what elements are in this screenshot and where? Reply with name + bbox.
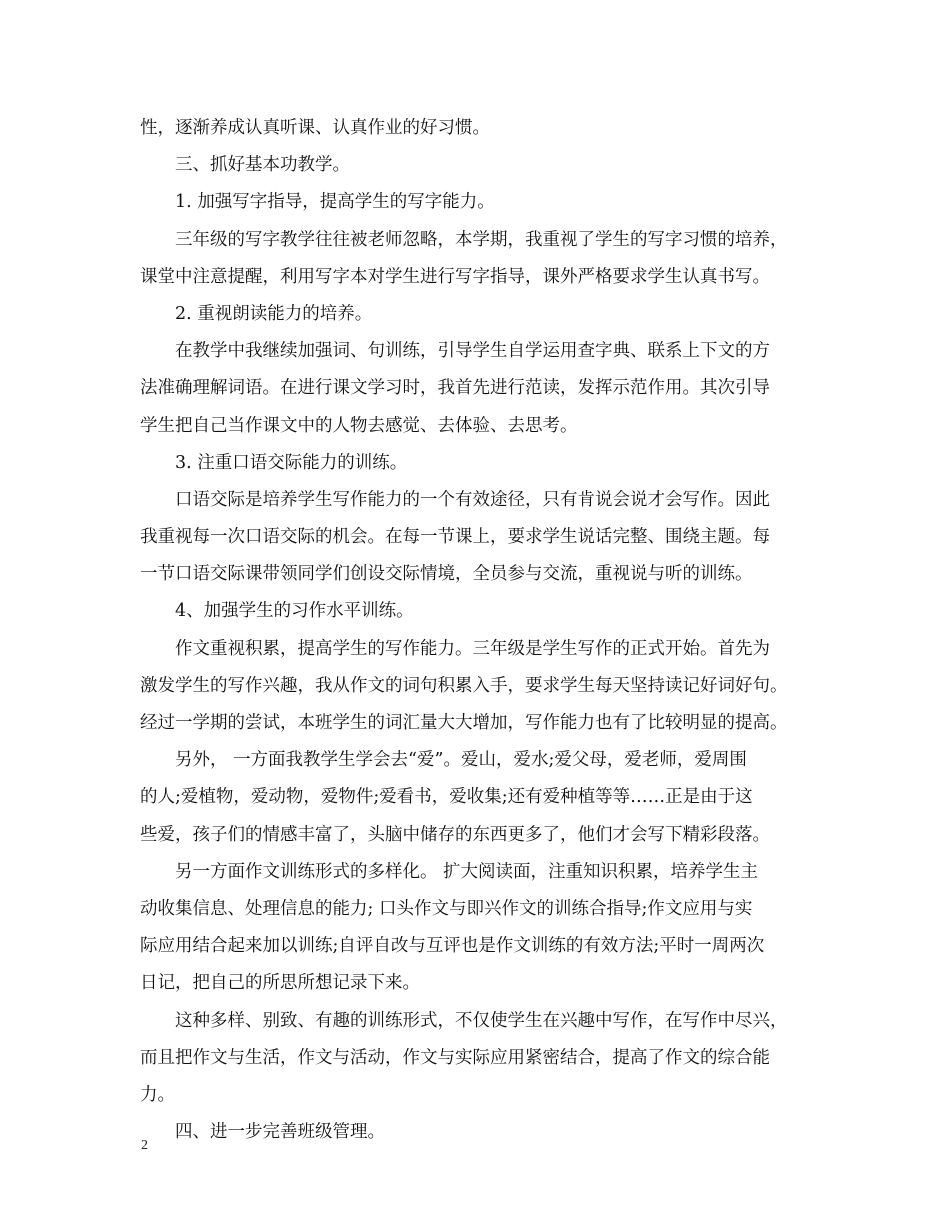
subsection-heading: 3. 注重口语交际能力的训练。 xyxy=(175,452,408,473)
text-line: 课堂中注意提醒，利用写字本对学生进行写字指导，课外严格要求学生认真书写。 xyxy=(140,266,770,287)
text-line: 学生把自己当作课文中的人物去感觉、去体验、去思考。 xyxy=(140,415,578,436)
text-line: 动收集信息、处理信息的能力; 口头作文与即兴作文的训练合指导;作文应用与实 xyxy=(140,898,753,919)
text-line: 力。 xyxy=(140,1084,175,1105)
text-line: 性，逐渐养成认真听课、认真作业的好习惯。 xyxy=(140,118,490,138)
text-line: 法准确理解词语。在进行课文学习时，我首先进行范读，发挥示范作用。其次引导 xyxy=(140,378,770,399)
text-line: 的人;爱植物，爱动物，爱物件;爱看书，爱收集;还有爱种植等等……正是由于这 xyxy=(140,787,753,808)
text-line: 些爱，孩子们的情感丰富了，头脑中储存的东西更多了，他们才会写下精彩段落。 xyxy=(140,824,770,845)
subsection-heading: 4、加强学生的习作水平训练。 xyxy=(175,601,414,622)
text-line: 经过一学期的尝试，本班学生的词汇量大大增加，写作能力也有了比较明显的提高。 xyxy=(140,713,788,733)
text-line: 这种多样、别致、有趣的训练形式，不仅使学生在兴趣中写作，在写作中尽兴， xyxy=(175,1010,788,1031)
text-line: 激发学生的写作兴趣，我从作文的词句积累入手，要求学生每天坚持读记好词好句。 xyxy=(140,675,788,696)
text-line: 我重视每一次口语交际的机会。在每一节课上，要求学生说话完整、围绕主题。每 xyxy=(140,527,770,548)
page-number: 2 xyxy=(141,1138,148,1153)
text-line: 一节口语交际课带领同学们创设交际情境，全员参与交流，重视说与听的训练。 xyxy=(140,564,753,585)
subsection-heading: 1. 加强写字指导，提高学生的写字能力。 xyxy=(175,192,495,213)
text-line: 口语交际是培养学生写作能力的一个有效途径，只有肯说会说才会写作。因此 xyxy=(175,489,770,510)
text-line: 三年级的写字教学往往被老师忽略，本学期，我重视了学生的写字习惯的培养， xyxy=(175,229,788,250)
text-line: 在教学中我继续加强词、句训练，引导学生自学运用查字典、联系上下文的方 xyxy=(175,341,770,362)
section-heading: 四、进一步完善班级管理。 xyxy=(175,1122,385,1143)
text-line: 另一方面作文训练形式的多样化。 扩大阅读面，注重知识积累，培养学生主 xyxy=(175,861,759,882)
text-line: 另外， 一方面我教学生学会去“爱”。爱山，爱水;爱父母，爱老师，爱周围 xyxy=(175,750,747,771)
text-line: 而且把作文与生活，作文与活动，作文与实际应用紧密结合，提高了作文的综合能 xyxy=(140,1047,770,1068)
section-heading: 三、抓好基本功教学。 xyxy=(175,155,350,176)
text-line: 际应用结合起来加以训练;自评自改与互评也是作文训练的有效方法;平时一周两次 xyxy=(140,936,765,957)
document-body xyxy=(140,110,815,1151)
subsection-heading: 2. 重视朗读能力的培养。 xyxy=(175,303,373,324)
text-line: 日记，把自己的所思所想记录下来。 xyxy=(140,973,420,994)
text-line: 作文重视积累，提高学生的写作能力。三年级是学生写作的正式开始。首先为 xyxy=(175,638,770,659)
